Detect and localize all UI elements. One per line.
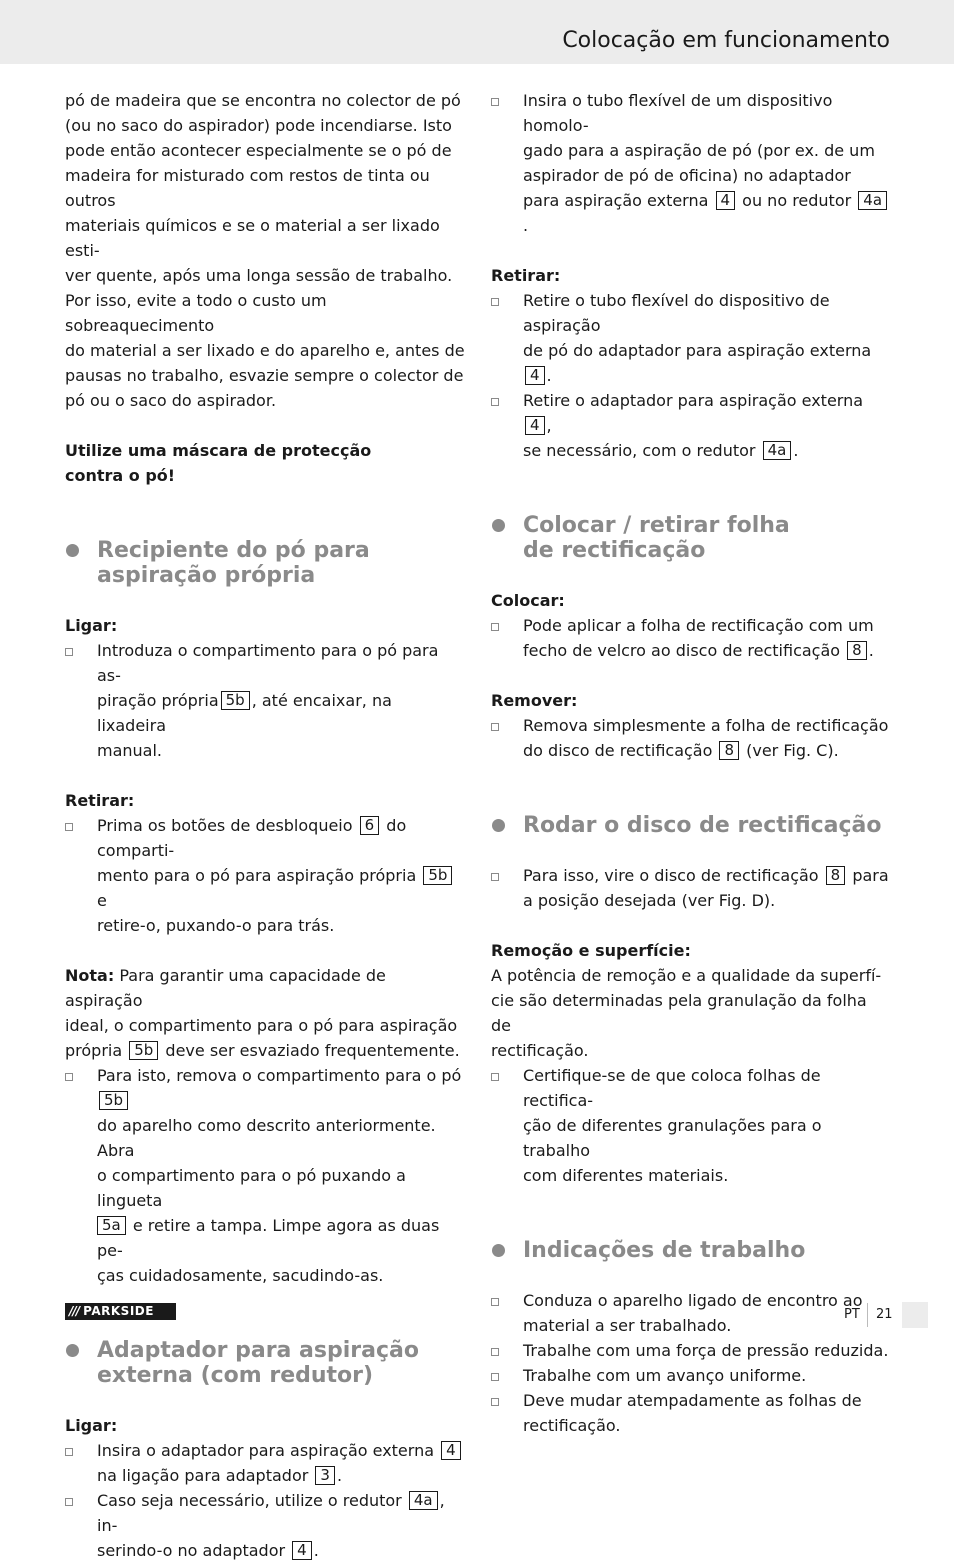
text-line: ção de diferentes granulações para o trabalho — [523, 1116, 822, 1160]
text-line: própria 5b deve ser esvaziado frequentemente. — [65, 1041, 460, 1060]
text-line: Insira o adaptador para aspiração externa 4 — [97, 1438, 465, 1463]
text-line: ver quente, após uma longa sessão de trabalho. — [65, 266, 453, 285]
text-line: Caso seja necessário, utilize o redutor 4a , in- — [97, 1491, 445, 1535]
text-line: se necessário, com o redutor 4a . — [523, 441, 799, 460]
text-line: material a ser trabalhado. — [523, 1316, 732, 1335]
text-line: Certifique-se de que coloca folhas de rectifica- — [523, 1066, 821, 1110]
checkbox-bullet-icon — [491, 98, 499, 106]
text-line: Para isto, remova o compartimento para o pó 5b — [97, 1066, 462, 1109]
bullet-dot-icon — [492, 519, 505, 532]
instruction-list — [491, 88, 891, 238]
text-line: Remova simplesmente a folha de rectificação — [523, 716, 889, 735]
footer-divider — [867, 1303, 868, 1327]
list-item — [65, 813, 465, 938]
part-reference: 4a — [409, 1491, 438, 1510]
text-line: na ligação para adaptador 3 . — [97, 1466, 343, 1485]
list-item — [491, 613, 891, 663]
text-line: A potência de remoção e a qualidade da superfí- — [491, 966, 882, 985]
checkbox-bullet-icon — [491, 1348, 499, 1356]
text-line: piração própria 5b , até encaixar, na lixadeira — [97, 691, 392, 735]
part-reference: 4 — [441, 1441, 461, 1460]
list-item — [491, 288, 891, 388]
text-line: cie são determinadas pela granulação da folha de — [491, 991, 867, 1035]
part-reference: 3 — [315, 1466, 335, 1485]
list-item — [65, 1488, 465, 1563]
text-line: pode então acontecer especialmente se o pó de — [65, 141, 452, 160]
warning-line: Utilize uma máscara de protecção — [65, 441, 372, 460]
text-line: com diferentes materiais. — [523, 1166, 729, 1185]
instruction-list — [65, 1438, 465, 1563]
text-line: pausas no trabalho, esvazie sempre o colector de — [65, 366, 464, 385]
text-line: fecho de velcro ao disco de rectificação 8 . — [523, 641, 874, 660]
instruction-list — [65, 1063, 465, 1288]
part-reference: 5b — [129, 1041, 158, 1060]
section-heading-external-adapter — [65, 1338, 465, 1388]
text-line: serindo-o no adaptador 4 . — [97, 1541, 319, 1560]
page-header — [0, 0, 954, 64]
heading-line: Indicações de trabalho — [523, 1238, 806, 1263]
list-item — [491, 88, 891, 238]
left-column — [65, 88, 465, 1563]
text-line: Introduza o compartimento para o pó para as- — [97, 641, 439, 685]
text-line: o compartimento para o pó puxando a lingueta — [97, 1166, 406, 1210]
part-reference: 4 — [525, 416, 545, 435]
subheading-removal-surface: Remoção e superfície: — [491, 941, 691, 960]
part-reference: 8 — [847, 641, 867, 660]
instruction-list — [491, 863, 891, 913]
text-line: pó ou o saco do aspirador. — [65, 391, 277, 410]
list-item — [65, 1063, 465, 1288]
part-reference: 5b — [423, 866, 452, 885]
checkbox-bullet-icon — [65, 823, 73, 831]
text-line: madeira for misturado com restos de tinta ou outros — [65, 166, 430, 210]
dust-mask-warning — [65, 438, 465, 488]
list-item — [491, 1063, 891, 1188]
instruction-list — [491, 288, 891, 463]
text-line: Para isso, vire o disco de rectificação 8 para — [523, 866, 889, 885]
text-line: gado para a aspiração de pó (por ex. de um — [523, 141, 875, 160]
bullet-dot-icon — [66, 544, 79, 557]
heading-line: externa (com redutor) — [97, 1363, 374, 1388]
instruction-list — [491, 1288, 891, 1438]
part-reference: 4 — [716, 191, 736, 210]
text-line: Deve mudar atempadamente as folhas de — [523, 1391, 862, 1410]
checkbox-bullet-icon — [491, 873, 499, 881]
subheading-ligar: Ligar: — [65, 1416, 118, 1435]
heading-line: Colocar / retirar folha — [523, 513, 790, 538]
checkbox-bullet-icon — [491, 1398, 499, 1406]
checkbox-bullet-icon — [491, 398, 499, 406]
part-reference: 8 — [719, 741, 739, 760]
list-item — [491, 1338, 891, 1363]
part-reference: 5b — [221, 691, 250, 710]
text-line: rectificação. — [491, 1041, 589, 1060]
list-item — [491, 1388, 891, 1438]
text-line: Trabalhe com uma força de pressão reduzida. — [523, 1341, 889, 1360]
text-line: Insira o tubo flexível de um dispositivo homolo- — [523, 91, 833, 135]
list-item — [65, 638, 465, 763]
part-reference: 4a — [858, 191, 887, 210]
checkbox-bullet-icon — [65, 1498, 73, 1506]
text-line: para aspiração externa 4 ou no redutor 4a. — [523, 188, 891, 238]
page-tab-marker — [902, 1302, 928, 1328]
text-line: Retire o adaptador para aspiração externa 4 , — [523, 391, 864, 435]
checkbox-bullet-icon — [491, 1373, 499, 1381]
list-item — [491, 713, 891, 763]
part-reference: 4 — [525, 366, 545, 385]
instruction-list — [491, 1063, 891, 1188]
warning-line: contra o pó! — [65, 466, 176, 485]
text-line: Pode aplicar a folha de rectificação com um — [523, 616, 874, 635]
instruction-list — [491, 713, 891, 763]
parkside-logo — [65, 1303, 176, 1320]
part-reference: 8 — [826, 866, 846, 885]
right-column — [491, 88, 891, 1438]
list-item — [491, 1363, 891, 1388]
text-line: materiais químicos e se o material a ser lixado esti- — [65, 216, 440, 260]
language-code: PT — [844, 1307, 860, 1322]
page-number: 21 — [876, 1307, 893, 1322]
part-reference: 4a — [763, 441, 792, 460]
logo-stripes-icon: /// — [69, 1304, 80, 1318]
heading-line: Adaptador para aspiração — [97, 1338, 419, 1363]
instruction-list — [491, 613, 891, 663]
heading-line: de rectificação — [523, 538, 706, 563]
bullet-dot-icon — [492, 1244, 505, 1257]
text-line: a posição desejada (ver Fig. D). — [523, 891, 776, 910]
checkbox-bullet-icon — [491, 1298, 499, 1306]
bullet-dot-icon — [66, 1344, 79, 1357]
text-line: pó de madeira que se encontra no colector de pó — [65, 91, 461, 110]
intro-paragraph — [65, 88, 465, 413]
subheading-remover: Remover: — [491, 691, 578, 710]
text-line: retire-o, puxando-o para trás. — [97, 916, 335, 935]
heading-line: Rodar o disco de rectificação — [523, 813, 882, 838]
text-line: Prima os botões de desbloqueio 6 do comparti- — [97, 816, 407, 860]
checkbox-bullet-icon — [491, 298, 499, 306]
heading-line: Recipiente do pó para — [97, 538, 370, 563]
text-line: ças cuidadosamente, sacudindo-as. — [97, 1266, 384, 1285]
checkbox-bullet-icon — [491, 723, 499, 731]
text-line: do material a ser lixado e do aparelho e, antes de — [65, 341, 465, 360]
subheading-ligar: Ligar: — [65, 616, 118, 635]
checkbox-bullet-icon — [65, 1073, 73, 1081]
text-line: rectificação. — [523, 1416, 621, 1435]
text-line: aspirador de pó de oficina) no adaptador — [523, 166, 851, 185]
text-line: Conduza o aparelho ligado de encontro ao — [523, 1291, 863, 1310]
text-line: Retire o tubo flexível do dispositivo de aspiração — [523, 291, 830, 335]
list-item — [491, 1288, 891, 1338]
text-line: 5a e retire a tampa. Limpe agora as duas pe- — [97, 1216, 440, 1260]
part-reference: 5a — [97, 1216, 126, 1235]
heading-line: aspiração própria — [97, 563, 316, 588]
part-reference: 5b — [99, 1091, 128, 1110]
bullet-dot-icon — [492, 819, 505, 832]
section-heading-dust-container — [65, 538, 465, 588]
list-item — [65, 1438, 465, 1488]
subheading-retirar: Retirar: — [491, 266, 561, 285]
subheading-colocar: Colocar: — [491, 591, 565, 610]
note-paragraph — [65, 963, 465, 1063]
text-line: de pó do adaptador para aspiração externa 4 . — [523, 341, 872, 385]
text-line: manual. — [97, 741, 163, 760]
logo-text: PARKSIDE — [83, 1304, 154, 1318]
list-item — [491, 863, 891, 913]
section-heading-rotate-disc — [491, 813, 891, 838]
list-item — [491, 388, 891, 463]
part-reference: 6 — [360, 816, 380, 835]
text-line: Trabalhe com um avanço uniforme. — [523, 1366, 807, 1385]
instruction-list — [65, 638, 465, 763]
section-heading-work-tips — [491, 1238, 891, 1263]
part-reference: 4 — [292, 1541, 312, 1560]
text-line: ideal, o compartimento para o pó para aspiração — [65, 1016, 458, 1035]
page-title: Colocação em funcionamento — [562, 28, 890, 53]
text-line: Por isso, evite a todo o custo um sobreaquecimento — [65, 291, 327, 335]
text-line: (ou no saco do aspirador) pode incendiarse. Isto — [65, 116, 452, 135]
checkbox-bullet-icon — [65, 1448, 73, 1456]
section-heading-sanding-sheet — [491, 513, 891, 563]
text-line: do aparelho como descrito anteriormente. Abra — [97, 1116, 436, 1160]
subheading-retirar: Retirar: — [65, 791, 135, 810]
note-label: Nota: — [65, 966, 115, 985]
text-line: mento para o pó para aspiração própria 5b e — [97, 863, 465, 913]
text-line: do disco de rectificação 8 (ver Fig. C). — [523, 741, 839, 760]
text-line: Nota: Para garantir uma capacidade de aspiração — [65, 966, 386, 1010]
checkbox-bullet-icon — [491, 623, 499, 631]
checkbox-bullet-icon — [65, 648, 73, 656]
checkbox-bullet-icon — [491, 1073, 499, 1081]
instruction-list — [65, 813, 465, 938]
